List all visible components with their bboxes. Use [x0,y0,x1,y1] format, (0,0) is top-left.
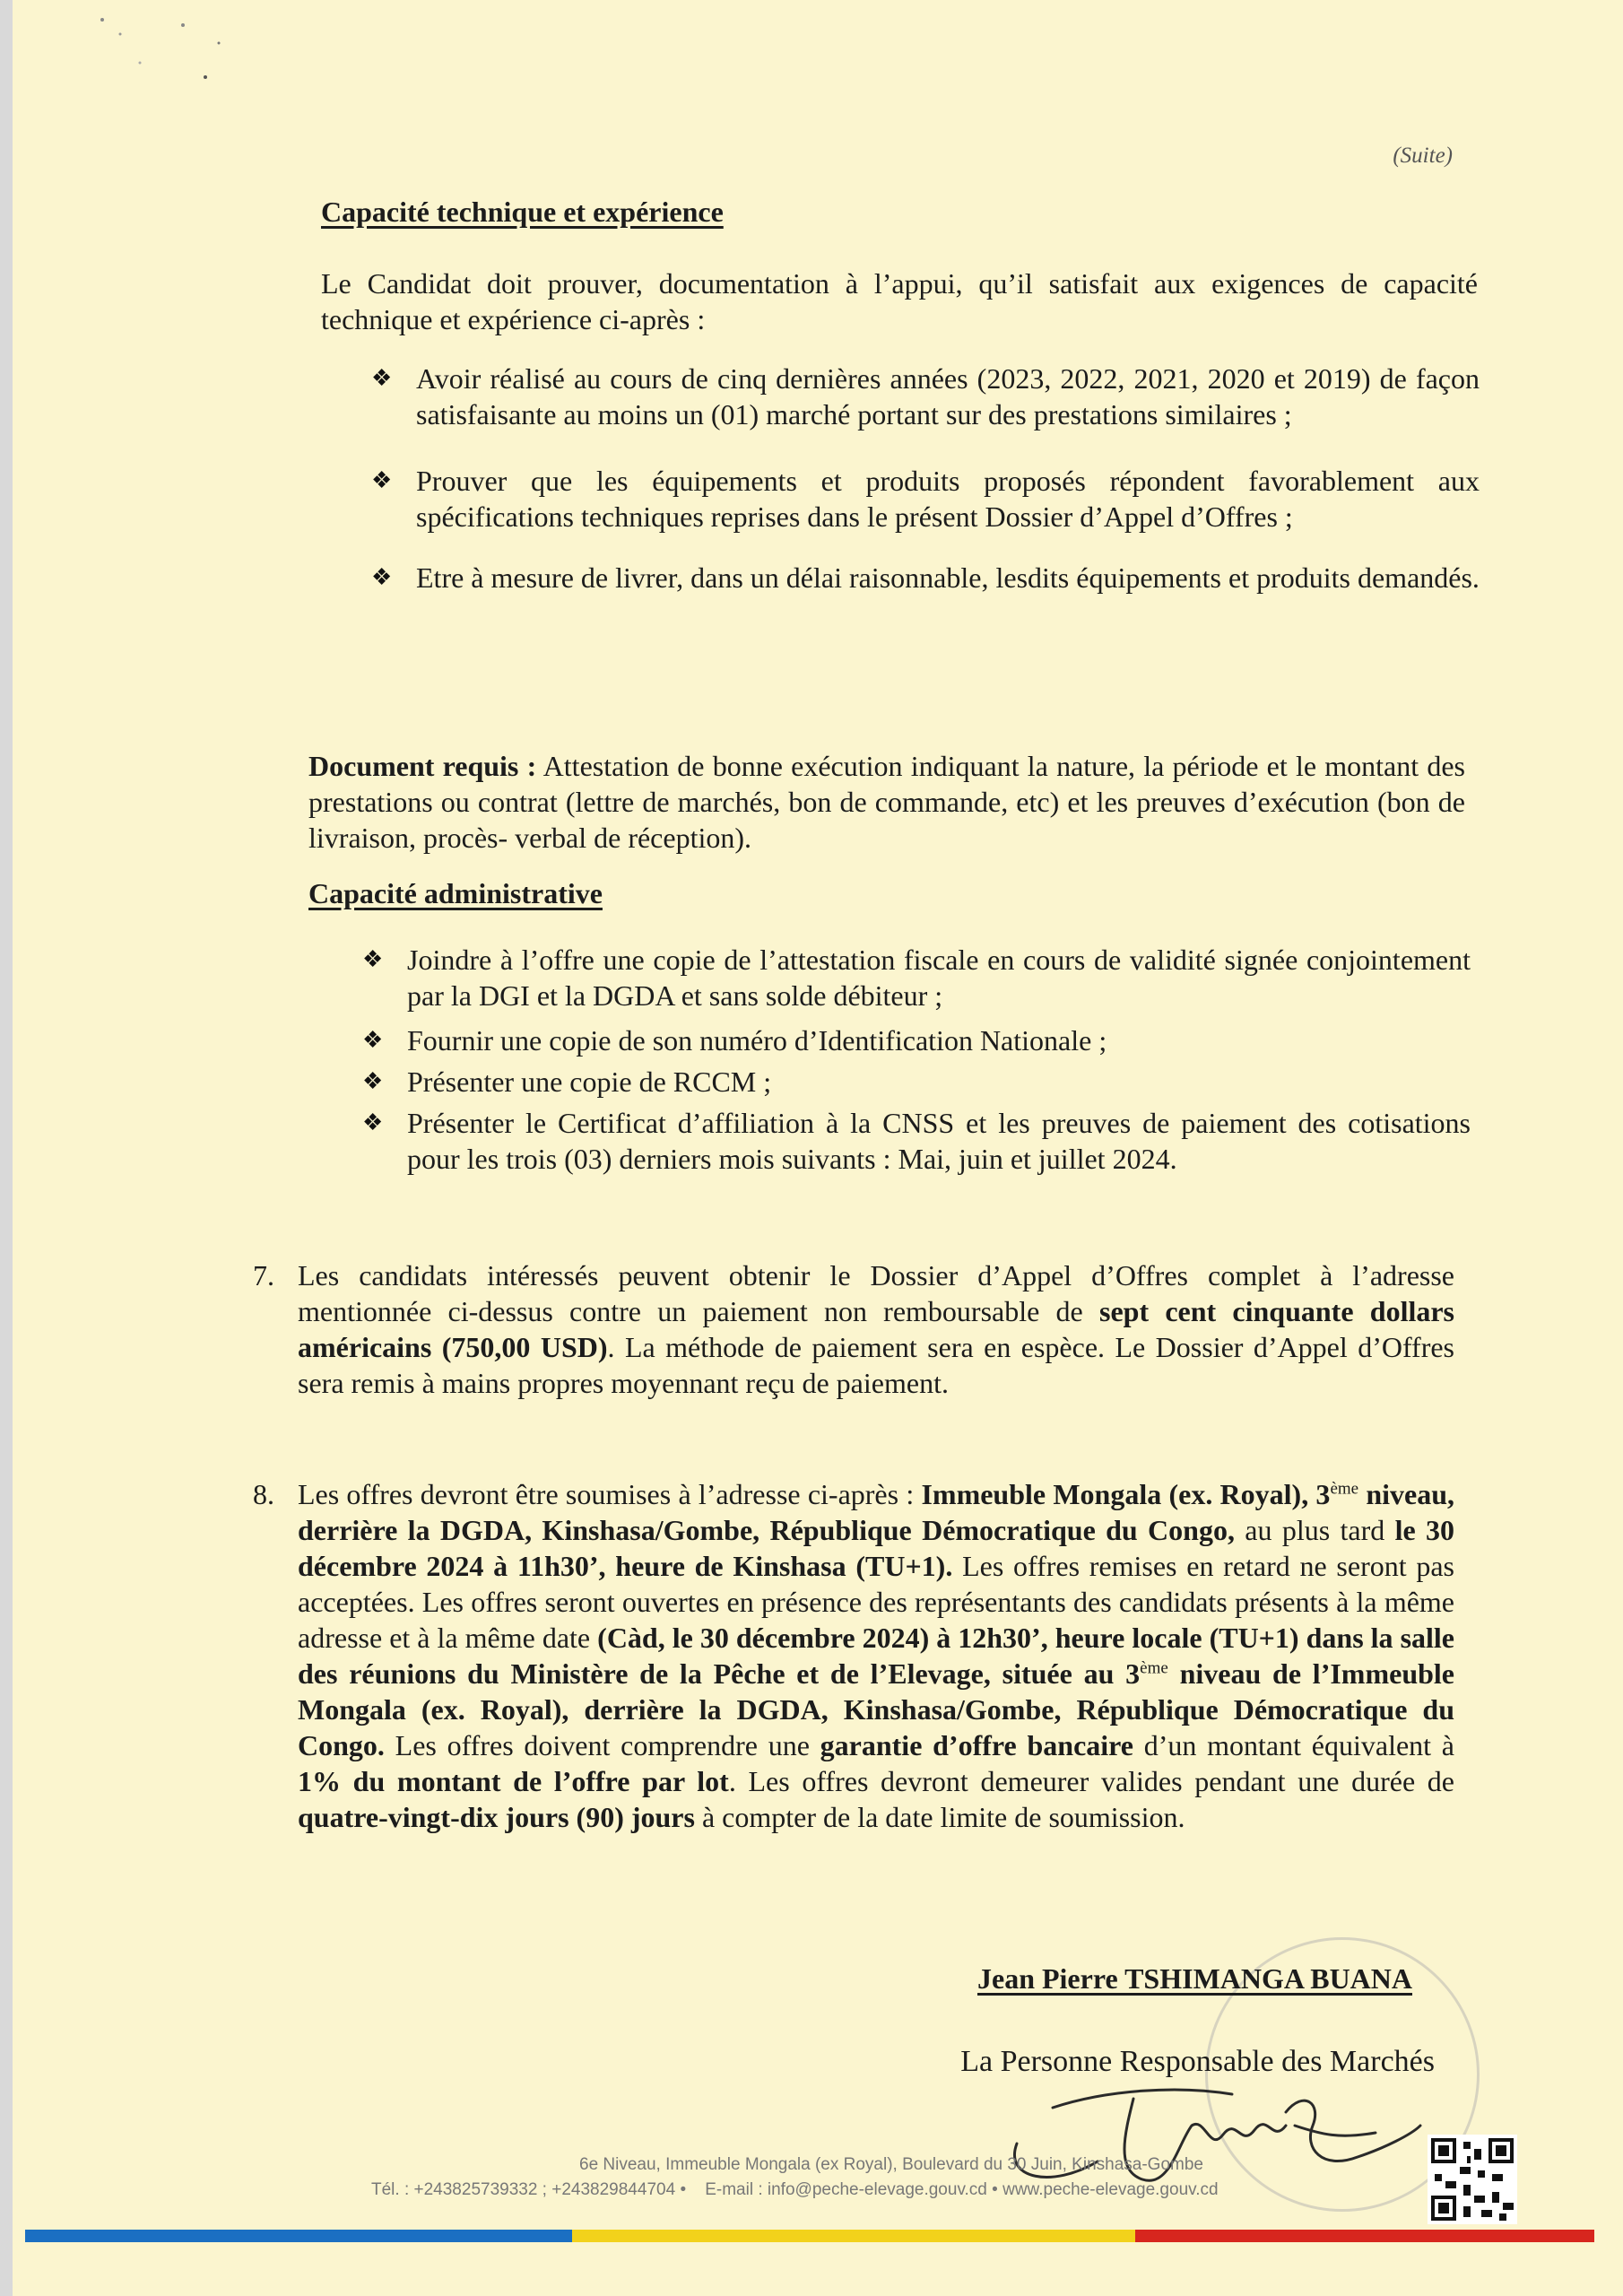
list-item: ❖ Présenter une copie de RCCM ; [362,1065,772,1098]
footer-email: E-mail : info@peche-elevage.gouv.cd [705,2180,987,2199]
heading-administrative-capacity: Capacité administrative [308,877,603,909]
page-footer [371,2152,1313,2203]
list-item: ❖ Avoir réalisé au cours de cinq dernières années (2023, 2022, 2021, 2020 et 2019) de façon satisfaisante au moins un (01) marché portant sur des prestations similaires ; [371,362,1480,430]
diamond-bullet-icon: ❖ [371,467,393,493]
administrative-requirements-list [362,942,1471,1177]
qr-code-icon [1428,2135,1517,2224]
footer-website: www.peche-elevage.gouv.cd [1002,2180,1219,2199]
list-item: ❖ Présenter le Certificat d’affiliation à la CNSS et les preuves de paiement des cotisations pour les trois (03) derniers mois suivants : Mai, juin et juillet 2024. [362,1107,1471,1175]
footer-address: 6e Niveau, Immeuble Mongala (ex Royal), Boulevard du 30 Juin, Kinshasa-Gombe [579,2155,1203,2174]
scan-specks [84,7,246,92]
item-body: Les candidats intéressés peuvent obtenir le Dossier d’Appel d’Offres complet à l’adresse mentionnée ci-dessus contre un paiement non remboursable de sept cent cinquante dollars américains (750,00 USD). La méthode de paiement sera en espèce. Le Dossier d’Appel d’Offres sera remis à mains propres moyennant reçu de paiement. [298,1259,1455,1399]
footer-contacts: Tél. : +243825739332 ; +243829844704 • E-mail : info@peche-elevage.gouv.cd • www.peche-elevage.gouv.cd [371,2180,1219,2199]
document-page [13,0,1623,2296]
signatory-name: Jean Pierre TSHIMANGA BUANA [976,1962,1412,1995]
list-item: ❖ Etre à mesure de livrer, dans un délai raisonnable, lesdits équipements et produits demandés. [371,561,1480,594]
list-item: ❖ Fournir une copie de son numéro d’Identification Nationale ; [362,1024,1107,1057]
heading-technical-capacity: Capacité technique et expérience [321,196,724,228]
numbered-item-7 [253,1257,1454,1401]
diamond-bullet-icon: ❖ [371,365,393,391]
continuation-label: (Suite) [1393,144,1453,168]
stripe-red [1135,2230,1594,2242]
item-number: 8. [253,1478,274,1510]
diamond-bullet-icon: ❖ [362,946,384,972]
technical-intro: Le Candidat doit prouver, documentation à l’appui, qu’il satisfait aux exigences de capacité technique et expérience ci-après : [321,267,1478,335]
diamond-bullet-icon: ❖ [362,1068,384,1094]
footer-phone: Tél. : +243825739332 ; +243829844704 [371,2180,676,2199]
signatory-title: La Personne Responsable des Marchés [960,2045,1435,2078]
list-item: ❖ Prouver que les équipements et produits proposés répondent favorablement aux spécifications techniques reprises dans le présent Dossier d’Appel d’Offres ; [371,465,1480,533]
document-required-label: Document requis : [308,750,537,782]
item-body: Les offres devront être soumises à l’adresse ci-après : Immeuble Mongala (ex. Royal), 3ème niveau, derrière la DGDA, Kinshasa/Gombe, République Démocratique du Congo, au plus tard le 30 décembre 2024 à 11h30’, heure de Kinshasa (TU+1). Les offres remises en retard ne seront pas acceptées. Les offres seront ouvertes en présence des représentants des candidats présents à la même adresse et à la même date (Càd, le 30 décembre 2024) à 12h30’, heure locale (TU+1) dans la salle des réunions du Ministère de la Pêche et de l’Elevage, située au 3ème niveau de l’Immeuble Mongala (ex. Royal), derrière la DGDA, Kinshasa/Gombe, République Démocratique du Congo. Les offres doivent comprendre une garantie d’offre bancaire d’un montant équivalent à 1% du montant de l’offre par lot. Les offres devront demeurer valides pendant une durée de quatre-vingt-dix jours (90) jours à compter de la date limite de soumission. [298,1478,1455,1833]
diamond-bullet-icon: ❖ [371,564,393,590]
stripe-yellow [572,2230,1135,2242]
numbered-item-8 [253,1476,1454,1835]
document-required-paragraph: Document requis : Attestation de bonne exécution indiquant la nature, la période et le montant des prestations ou contrat (lettre de marchés, bon de commande, etc) et les preuves d’exécution (bon de livraison, procès- verbal de réception). [308,750,1466,854]
stripe-blue [25,2230,572,2242]
list-item: ❖ Joindre à l’offre une copie de l’attestation fiscale en cours de validité signée conjointement par la DGI et la DGDA et sans solde débiteur ; [362,944,1471,1012]
item-number: 7. [253,1259,274,1292]
technical-requirements-list [371,361,1480,596]
diamond-bullet-icon: ❖ [362,1027,384,1053]
diamond-bullet-icon: ❖ [362,1109,384,1135]
